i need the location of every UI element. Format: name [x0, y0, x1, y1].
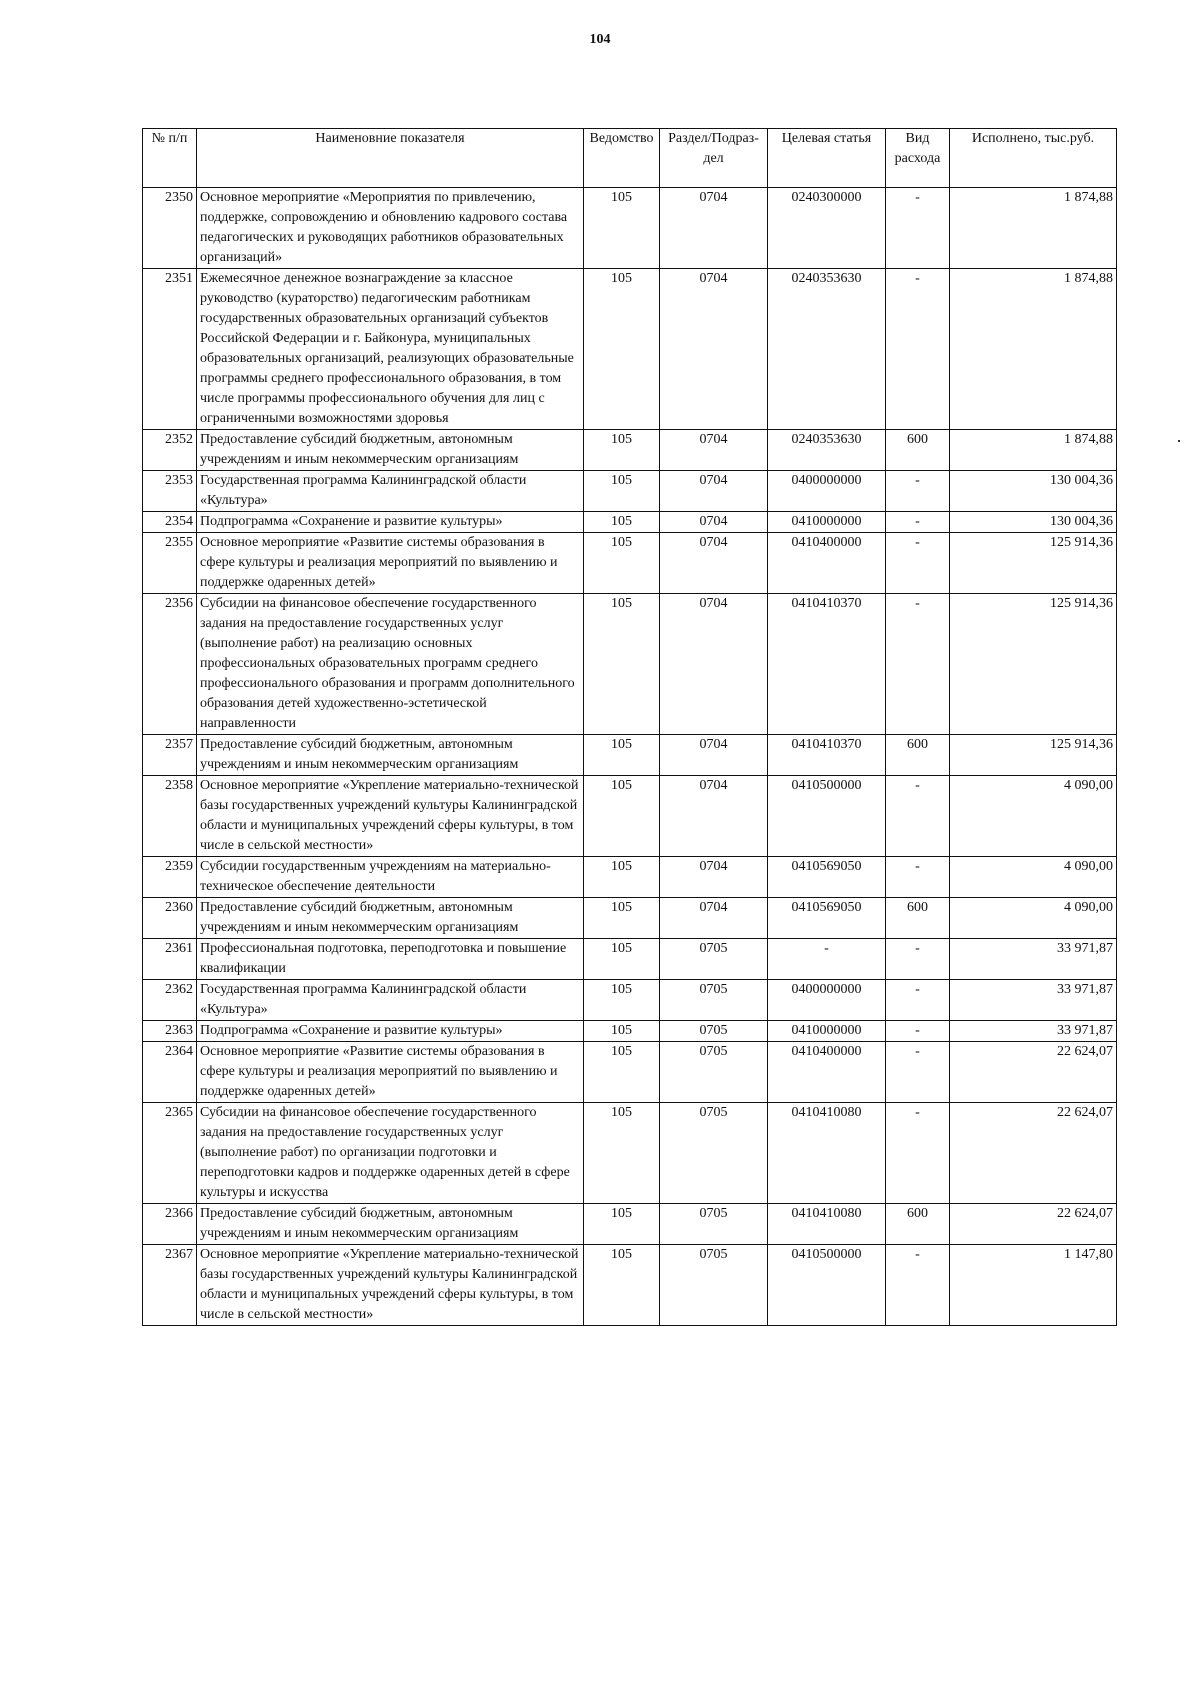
- row-executed: 33 971,87: [950, 980, 1117, 1021]
- row-section: 0705: [660, 980, 768, 1021]
- table-row: [143, 269, 1117, 430]
- table-row: [143, 430, 1117, 471]
- row-executed: 125 914,36: [950, 533, 1117, 594]
- row-section: 0704: [660, 471, 768, 512]
- header-num: № п/п: [143, 129, 197, 188]
- header-name: Наименовние показателя: [197, 129, 584, 188]
- row-num: 2365: [143, 1103, 197, 1204]
- row-target: -: [768, 939, 886, 980]
- table-row: [143, 1204, 1117, 1245]
- row-executed: 125 914,36: [950, 735, 1117, 776]
- row-department: 105: [584, 269, 660, 430]
- row-num: 2351: [143, 269, 197, 430]
- row-executed: 1 874,88: [950, 188, 1117, 269]
- row-department: 105: [584, 512, 660, 533]
- row-executed: 4 090,00: [950, 857, 1117, 898]
- row-expense-type: -: [886, 1103, 950, 1204]
- row-department: 105: [584, 1042, 660, 1103]
- row-target: 0410000000: [768, 1021, 886, 1042]
- row-expense-type: -: [886, 1042, 950, 1103]
- row-target: 0410400000: [768, 1042, 886, 1103]
- row-section: 0704: [660, 512, 768, 533]
- table-body: [143, 188, 1117, 1326]
- table-row: [143, 857, 1117, 898]
- table-row: [143, 533, 1117, 594]
- table-row: [143, 735, 1117, 776]
- scan-speck: [1178, 440, 1180, 442]
- row-name: Основное мероприятие «Развитие системы образования в сфере культуры и реализация мероприятий по выявлению и поддержке одаренных детей»: [197, 533, 584, 594]
- table-row: [143, 980, 1117, 1021]
- header-section: Раздел/Подраз-дел: [660, 129, 768, 188]
- header-department: Ведомство: [584, 129, 660, 188]
- table-row: [143, 776, 1117, 857]
- row-name: Подпрограмма «Сохранение и развитие культуры»: [197, 1021, 584, 1042]
- row-executed: 22 624,07: [950, 1103, 1117, 1204]
- row-target: 0240353630: [768, 430, 886, 471]
- row-department: 105: [584, 594, 660, 735]
- row-section: 0705: [660, 1042, 768, 1103]
- row-num: 2350: [143, 188, 197, 269]
- row-name: Предоставление субсидий бюджетным, автономным учреждениям и иным некоммерческим организациям: [197, 430, 584, 471]
- row-expense-type: -: [886, 188, 950, 269]
- row-department: 105: [584, 898, 660, 939]
- header-expense-type: Вид расхода: [886, 129, 950, 188]
- row-department: 105: [584, 471, 660, 512]
- row-name: Предоставление субсидий бюджетным, автономным учреждениям и иным некоммерческим организациям: [197, 735, 584, 776]
- row-executed: 22 624,07: [950, 1042, 1117, 1103]
- row-section: 0705: [660, 1103, 768, 1204]
- row-num: 2361: [143, 939, 197, 980]
- row-executed: 4 090,00: [950, 898, 1117, 939]
- page-number: 104: [589, 32, 611, 47]
- row-target: 0240300000: [768, 188, 886, 269]
- row-department: 105: [584, 188, 660, 269]
- row-name: Субсидии государственным учреждениям на материально-техническое обеспечение деятельности: [197, 857, 584, 898]
- row-name: Субсидии на финансовое обеспечение государственного задания на предоставление государственных услуг (выполнение работ) на реализацию основных профессиональных образовательных программ среднего профессионального образования и программ дополнительного образования детей художественно-эстетической направленности: [197, 594, 584, 735]
- row-name: Предоставление субсидий бюджетным, автономным учреждениям и иным некоммерческим организациям: [197, 898, 584, 939]
- row-department: 105: [584, 1103, 660, 1204]
- row-section: 0704: [660, 188, 768, 269]
- row-expense-type: -: [886, 1021, 950, 1042]
- row-name: Ежемесячное денежное вознаграждение за классное руководство (кураторство) педагогическим работникам государственных образовательных организаций субъектов Российской Федерации и г. Байконура, муниципальных образовательных организаций, реализующих образовательные программы среднего профессионального образования, в том числе программы профессионального обучения для лиц с ограниченными возможностями здоровья: [197, 269, 584, 430]
- row-num: 2360: [143, 898, 197, 939]
- row-num: 2353: [143, 471, 197, 512]
- row-section: 0704: [660, 735, 768, 776]
- row-target: 0410410080: [768, 1204, 886, 1245]
- row-department: 105: [584, 1204, 660, 1245]
- row-expense-type: 600: [886, 735, 950, 776]
- row-section: 0704: [660, 594, 768, 735]
- row-expense-type: -: [886, 1245, 950, 1326]
- row-num: 2359: [143, 857, 197, 898]
- row-name: Профессиональная подготовка, переподготовка и повышение квалификации: [197, 939, 584, 980]
- row-executed: 33 971,87: [950, 939, 1117, 980]
- header-target: Целевая статья: [768, 129, 886, 188]
- row-expense-type: -: [886, 533, 950, 594]
- row-name: Государственная программа Калининградской области «Культура»: [197, 980, 584, 1021]
- row-department: 105: [584, 776, 660, 857]
- table-row: [143, 512, 1117, 533]
- row-executed: 130 004,36: [950, 471, 1117, 512]
- row-section: 0705: [660, 1021, 768, 1042]
- row-section: 0704: [660, 430, 768, 471]
- row-section: 0704: [660, 857, 768, 898]
- row-num: 2362: [143, 980, 197, 1021]
- row-num: 2358: [143, 776, 197, 857]
- row-target: 0410410080: [768, 1103, 886, 1204]
- row-num: 2366: [143, 1204, 197, 1245]
- row-num: 2352: [143, 430, 197, 471]
- row-num: 2364: [143, 1042, 197, 1103]
- table-row: [143, 594, 1117, 735]
- row-expense-type: -: [886, 980, 950, 1021]
- table-row: [143, 188, 1117, 269]
- row-department: 105: [584, 1245, 660, 1326]
- row-section: 0705: [660, 939, 768, 980]
- row-target: 0240353630: [768, 269, 886, 430]
- row-expense-type: -: [886, 512, 950, 533]
- row-executed: 33 971,87: [950, 1021, 1117, 1042]
- row-executed: 22 624,07: [950, 1204, 1117, 1245]
- row-section: 0704: [660, 533, 768, 594]
- row-department: 105: [584, 980, 660, 1021]
- table-row: [143, 939, 1117, 980]
- row-executed: 4 090,00: [950, 776, 1117, 857]
- header-row: [143, 129, 1117, 188]
- row-expense-type: -: [886, 857, 950, 898]
- table-row: [143, 1103, 1117, 1204]
- row-name: Основное мероприятие «Укрепление материально-технической базы государственных учреждений культуры Калининградской области и муниципальных учреждений сферы культуры, в том числе в сельской местности»: [197, 776, 584, 857]
- row-section: 0704: [660, 269, 768, 430]
- row-target: 0400000000: [768, 471, 886, 512]
- row-target: 0410400000: [768, 533, 886, 594]
- row-target: 0410000000: [768, 512, 886, 533]
- row-target: 0410500000: [768, 1245, 886, 1326]
- budget-table: [142, 128, 1117, 1326]
- row-num: 2356: [143, 594, 197, 735]
- row-target: 0410569050: [768, 898, 886, 939]
- row-name: Подпрограмма «Сохранение и развитие культуры»: [197, 512, 584, 533]
- row-department: 105: [584, 1021, 660, 1042]
- row-target: 0410500000: [768, 776, 886, 857]
- row-department: 105: [584, 430, 660, 471]
- row-num: 2363: [143, 1021, 197, 1042]
- row-num: 2355: [143, 533, 197, 594]
- row-num: 2354: [143, 512, 197, 533]
- row-name: Основное мероприятие «Развитие системы образования в сфере культуры и реализация мероприятий по выявлению и поддержке одаренных детей»: [197, 1042, 584, 1103]
- row-target: 0410410370: [768, 735, 886, 776]
- row-section: 0705: [660, 1245, 768, 1326]
- row-expense-type: 600: [886, 898, 950, 939]
- row-name: Предоставление субсидий бюджетным, автономным учреждениям и иным некоммерческим организациям: [197, 1204, 584, 1245]
- row-expense-type: 600: [886, 1204, 950, 1245]
- table-row: [143, 1021, 1117, 1042]
- row-expense-type: -: [886, 471, 950, 512]
- row-expense-type: -: [886, 776, 950, 857]
- row-expense-type: -: [886, 269, 950, 430]
- row-name: Государственная программа Калининградской области «Культура»: [197, 471, 584, 512]
- header-executed: Исполнено, тыс.руб.: [950, 129, 1117, 188]
- row-expense-type: -: [886, 939, 950, 980]
- row-section: 0704: [660, 898, 768, 939]
- row-target: 0410410370: [768, 594, 886, 735]
- row-target: 0410569050: [768, 857, 886, 898]
- row-name: Основное мероприятие «Укрепление материально-технической базы государственных учреждений культуры Калининградской области и муниципальных учреждений сферы культуры, в том числе в сельской местности»: [197, 1245, 584, 1326]
- row-name: Субсидии на финансовое обеспечение государственного задания на предоставление государственных услуг (выполнение работ) по организации подготовки и переподготовки кадров и поддержке одаренных детей в сфере культуры и искусства: [197, 1103, 584, 1204]
- row-executed: 130 004,36: [950, 512, 1117, 533]
- row-expense-type: -: [886, 594, 950, 735]
- row-department: 105: [584, 735, 660, 776]
- table-row: [143, 471, 1117, 512]
- table-row: [143, 898, 1117, 939]
- row-num: 2367: [143, 1245, 197, 1326]
- row-department: 105: [584, 533, 660, 594]
- row-executed: 1 147,80: [950, 1245, 1117, 1326]
- table-header: [143, 129, 1117, 188]
- row-target: 0400000000: [768, 980, 886, 1021]
- row-expense-type: 600: [886, 430, 950, 471]
- row-executed: 1 874,88: [950, 430, 1117, 471]
- table-row: [143, 1042, 1117, 1103]
- row-name: Основное мероприятие «Мероприятия по привлечению, поддержке, сопровождению и обновлению кадрового состава педагогических и руководящих работников образовательных организаций»: [197, 188, 584, 269]
- row-section: 0705: [660, 1204, 768, 1245]
- row-section: 0704: [660, 776, 768, 857]
- table-row: [143, 1245, 1117, 1326]
- row-executed: 125 914,36: [950, 594, 1117, 735]
- row-department: 105: [584, 939, 660, 980]
- row-department: 105: [584, 857, 660, 898]
- row-num: 2357: [143, 735, 197, 776]
- row-executed: 1 874,88: [950, 269, 1117, 430]
